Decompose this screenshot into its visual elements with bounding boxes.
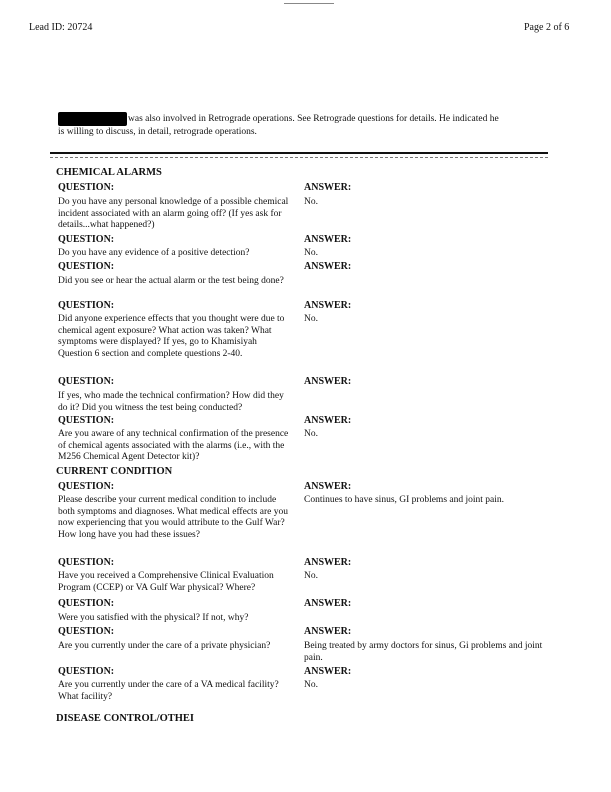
question-label: QUESTION: — [58, 376, 115, 387]
section-disease-control: DISEASE CONTROL/OTHEI — [56, 713, 194, 724]
answer-label: ANSWER: — [304, 666, 352, 677]
answer-label: ANSWER: — [304, 415, 352, 426]
intro-line-1: was also involved in Retrograde operations. See Retrograde questions for details. He indicated he — [128, 114, 499, 124]
answer-label: ANSWER: — [304, 557, 352, 568]
answer-label: ANSWER: — [304, 182, 352, 193]
question-text: Did you see or hear the actual alarm or the test being done? — [58, 276, 284, 286]
question-text: Are you currently under the care of a private physician? — [58, 641, 271, 651]
question-label: QUESTION: — [58, 300, 115, 311]
question-text: Are you aware of any technical confirmation of the presence of chemical agents associated with the alarms (i.e., with the M256 Chemical Agent Detector kit)? — [58, 429, 289, 462]
redacted-name-block — [58, 112, 127, 126]
question-label: QUESTION: — [58, 182, 115, 193]
lead-id: Lead ID: 20724 — [29, 22, 93, 33]
answer-text: Continues to have sinus, GI problems and joint pain. — [304, 495, 505, 505]
question-text: Are you currently under the care of a VA medical facility? What facility? — [58, 680, 279, 702]
answer-label: ANSWER: — [304, 234, 352, 245]
answer-label: ANSWER: — [304, 300, 352, 311]
question-text: Did anyone experience effects that you thought were due to chemical agent exposure? What action was taken? What symptoms were displayed? If yes, go to Khamisiyah Question 6 section and complete questions 2-40. — [58, 314, 285, 359]
question-text: Were you satisfied with the physical? If not, why? — [58, 613, 249, 623]
answer-label: ANSWER: — [304, 626, 352, 637]
section-divider — [50, 152, 548, 154]
question-text: If yes, who made the technical confirmation? How did they do it? Did you witness the test being conducted? — [58, 391, 284, 413]
intro-line-2: is willing to discuss, in detail, retrograde operations. — [58, 127, 257, 137]
answer-text: No. — [304, 680, 318, 690]
top-edge-line — [284, 3, 334, 4]
page-number: Page 2 of 6 — [524, 22, 570, 33]
question-text: Have you received a Comprehensive Clinical Evaluation Program (CCEP) or VA Gulf War physical? Where? — [58, 571, 274, 593]
question-label: QUESTION: — [58, 598, 115, 609]
question-label: QUESTION: — [58, 261, 115, 272]
answer-text: No. — [304, 429, 318, 439]
answer-text: Being treated by army doctors for sinus, Gi problems and joint pain. — [304, 641, 543, 663]
section-current-condition: CURRENT CONDITION — [56, 466, 173, 477]
question-text: Do you have any personal knowledge of a possible chemical incident associated with an alarm going off? (If yes ask for details...what happened?) — [58, 197, 289, 230]
answer-text: No. — [304, 248, 318, 258]
answer-label: ANSWER: — [304, 481, 352, 492]
question-label: QUESTION: — [58, 626, 115, 637]
section-divider-dashed — [50, 157, 548, 158]
question-label: QUESTION: — [58, 415, 115, 426]
question-label: QUESTION: — [58, 481, 115, 492]
question-label: QUESTION: — [58, 234, 115, 245]
question-text: Please describe your current medical condition to include both symptoms and diagnoses. What medical effects are you now experiencing that you would attribute to the Gulf War? How long have you had these issues? — [58, 495, 288, 540]
answer-text: No. — [304, 314, 318, 324]
answer-label: ANSWER: — [304, 376, 352, 387]
question-label: QUESTION: — [58, 666, 115, 677]
answer-label: ANSWER: — [304, 261, 352, 272]
answer-label: ANSWER: — [304, 598, 352, 609]
answer-text: No. — [304, 197, 318, 207]
answer-text: No. — [304, 571, 318, 581]
section-chemical-alarms: CHEMICAL ALARMS — [56, 167, 162, 178]
question-label: QUESTION: — [58, 557, 115, 568]
question-text: Do you have any evidence of a positive detection? — [58, 248, 250, 258]
